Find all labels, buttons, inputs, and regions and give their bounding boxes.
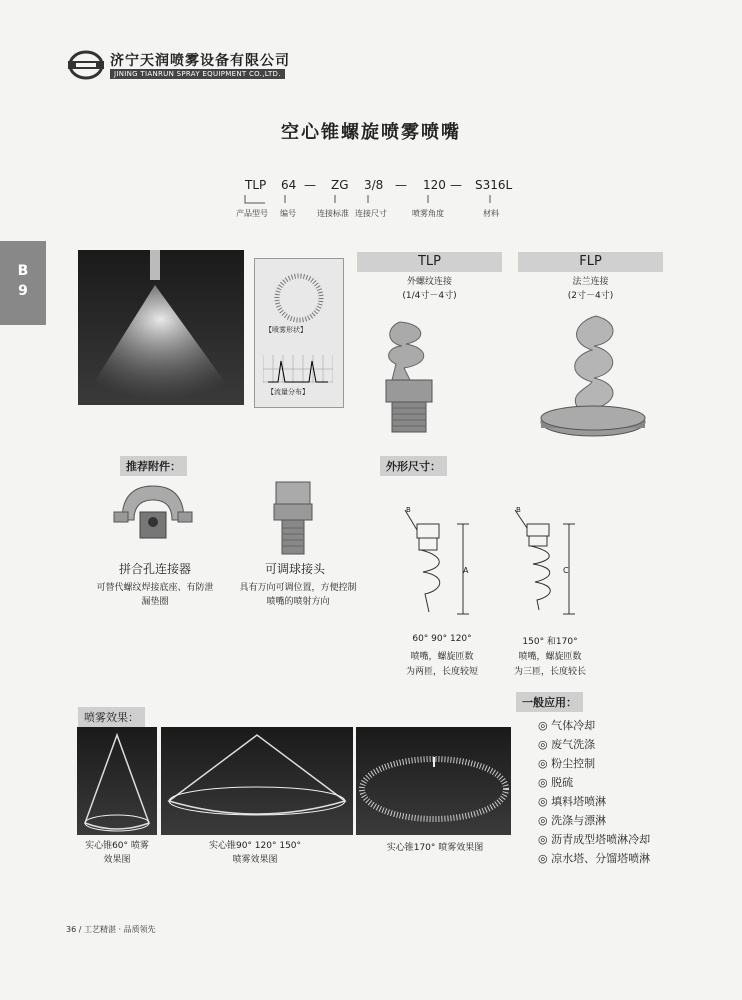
- effect-caption: 喷雾效果图: [232, 855, 278, 865]
- effects-heading: 喷雾效果：: [78, 707, 145, 727]
- spray-effect-photo: [161, 727, 353, 835]
- effect-caption: 实心锥170° 喷雾效果图: [386, 843, 484, 853]
- tlp-desc: 外螺纹连接: [406, 277, 452, 287]
- code-bracket-lines: [240, 193, 510, 209]
- tlp-nozzle-image: [370, 318, 450, 436]
- dim-note: 60° 90° 120°: [412, 634, 472, 644]
- application-item: ◎ 填料塔喷淋: [538, 795, 607, 808]
- section-tab: [0, 241, 46, 325]
- code-part: ZG: [331, 178, 349, 192]
- accessory-name: 可调球接头: [264, 562, 325, 576]
- tab-letter: B: [17, 263, 29, 279]
- spray-120-image: [161, 727, 353, 835]
- accessory-desc: 具有万向可调位置，方便控制: [239, 583, 357, 593]
- company-logo-icon: [68, 50, 104, 80]
- tlp-header: [357, 252, 502, 272]
- spray-effect-photo: [356, 727, 511, 835]
- application-item: ◎ 洗涤与漂淋: [538, 814, 607, 827]
- accessory-desc: 喷嘴的喷射方向: [266, 597, 330, 607]
- effect-caption: 效果图: [103, 855, 131, 865]
- spray-ring-icon: [269, 269, 329, 327]
- code-part: S316L: [475, 178, 513, 192]
- dim-label-b: B: [406, 506, 411, 514]
- flp-range: (2寸－4寸): [567, 291, 614, 301]
- flp-header: [518, 252, 663, 272]
- dimensions-heading: 外形尺寸：: [380, 456, 447, 476]
- dim-note: 150° 和170°: [522, 637, 578, 647]
- dimension-drawing-long: [505, 502, 595, 630]
- accessory-name: 拼合孔连接器: [118, 562, 191, 576]
- flow-distribution-label: 【流量分布】: [267, 388, 309, 396]
- application-item: ◎ 沥青成型塔喷淋冷却: [538, 833, 651, 846]
- tab-number: 9: [18, 283, 28, 299]
- spray-cone-image: [78, 250, 244, 405]
- application-item: ◎ 凉水塔、分馏塔喷淋: [538, 852, 651, 865]
- accessory-desc: 漏垫圈: [141, 597, 169, 607]
- flp-nozzle-image: [538, 312, 648, 442]
- code-label: 连接标准: [317, 209, 349, 218]
- spray-pattern-panel: [254, 258, 344, 408]
- dim-label-a: A: [463, 566, 469, 575]
- accessories-heading: 推荐附件：: [120, 456, 187, 476]
- code-part: 120: [423, 178, 446, 192]
- code-label: 编号: [280, 209, 296, 218]
- dim-note: 喷嘴，螺旋匝数: [410, 652, 474, 662]
- dim-label-c: C: [563, 566, 569, 575]
- code-part: 3/8: [364, 178, 384, 192]
- code-label: 产品型号: [236, 209, 268, 218]
- applications-list: [538, 716, 650, 868]
- code-label: 喷雾角度: [412, 209, 444, 218]
- spray-shape-label: 【喷雾形状】: [265, 326, 307, 334]
- effect-caption: 实心锥90° 120° 150°: [208, 841, 302, 851]
- code-part: —: [395, 178, 407, 192]
- company-name-cn: 济宁天润喷雾设备有限公司: [110, 53, 290, 69]
- code-part: 64: [281, 178, 297, 192]
- accessory-desc: 可替代螺纹焊接底座、有防泄: [96, 583, 214, 593]
- application-item: ◎ 粉尘控制: [538, 757, 596, 770]
- company-name-en: JINING TIANRUN SPRAY EQUIPMENT CO.,LTD.: [110, 69, 285, 79]
- application-item: ◎ 脱硫: [538, 776, 574, 789]
- spray-170-image: [356, 727, 511, 835]
- code-label: 材料: [483, 209, 499, 218]
- spray-60-image: [77, 727, 157, 835]
- code-part: —: [304, 178, 316, 192]
- tlp-range: (1/4寸－4寸): [402, 291, 457, 301]
- dim-note: 为两匝，长度较短: [405, 667, 478, 677]
- split-connector-image: [112, 480, 194, 550]
- code-label: 连接尺寸: [355, 209, 387, 218]
- tlp-name: TLP: [417, 254, 442, 269]
- spray-photo: [78, 250, 244, 405]
- flp-desc: 法兰连接: [572, 277, 609, 287]
- ball-joint-image: [268, 478, 318, 558]
- flp-name: FLP: [579, 254, 602, 269]
- application-item: ◎ 气体冷却: [538, 719, 596, 732]
- spray-effect-photo: [77, 727, 157, 835]
- applications-heading: 一般应用：: [516, 692, 583, 712]
- flow-distribution-chart-icon: [263, 355, 333, 383]
- code-part: TLP: [245, 178, 267, 192]
- page-footer: 36 / 工艺精湛 · 品质领先: [66, 925, 156, 934]
- effect-caption: 实心锥60° 喷雾: [85, 841, 149, 851]
- page-title: 空心锥螺旋喷雾喷嘴: [281, 122, 461, 143]
- dim-note: 喷嘴，螺旋匝数: [518, 652, 582, 662]
- dimension-drawing-short: [395, 502, 485, 630]
- dim-label-b: B: [516, 506, 521, 514]
- application-item: ◎ 废气洗涤: [538, 738, 596, 751]
- code-part: —: [450, 178, 462, 192]
- dim-note: 为三匝，长度较长: [513, 667, 586, 677]
